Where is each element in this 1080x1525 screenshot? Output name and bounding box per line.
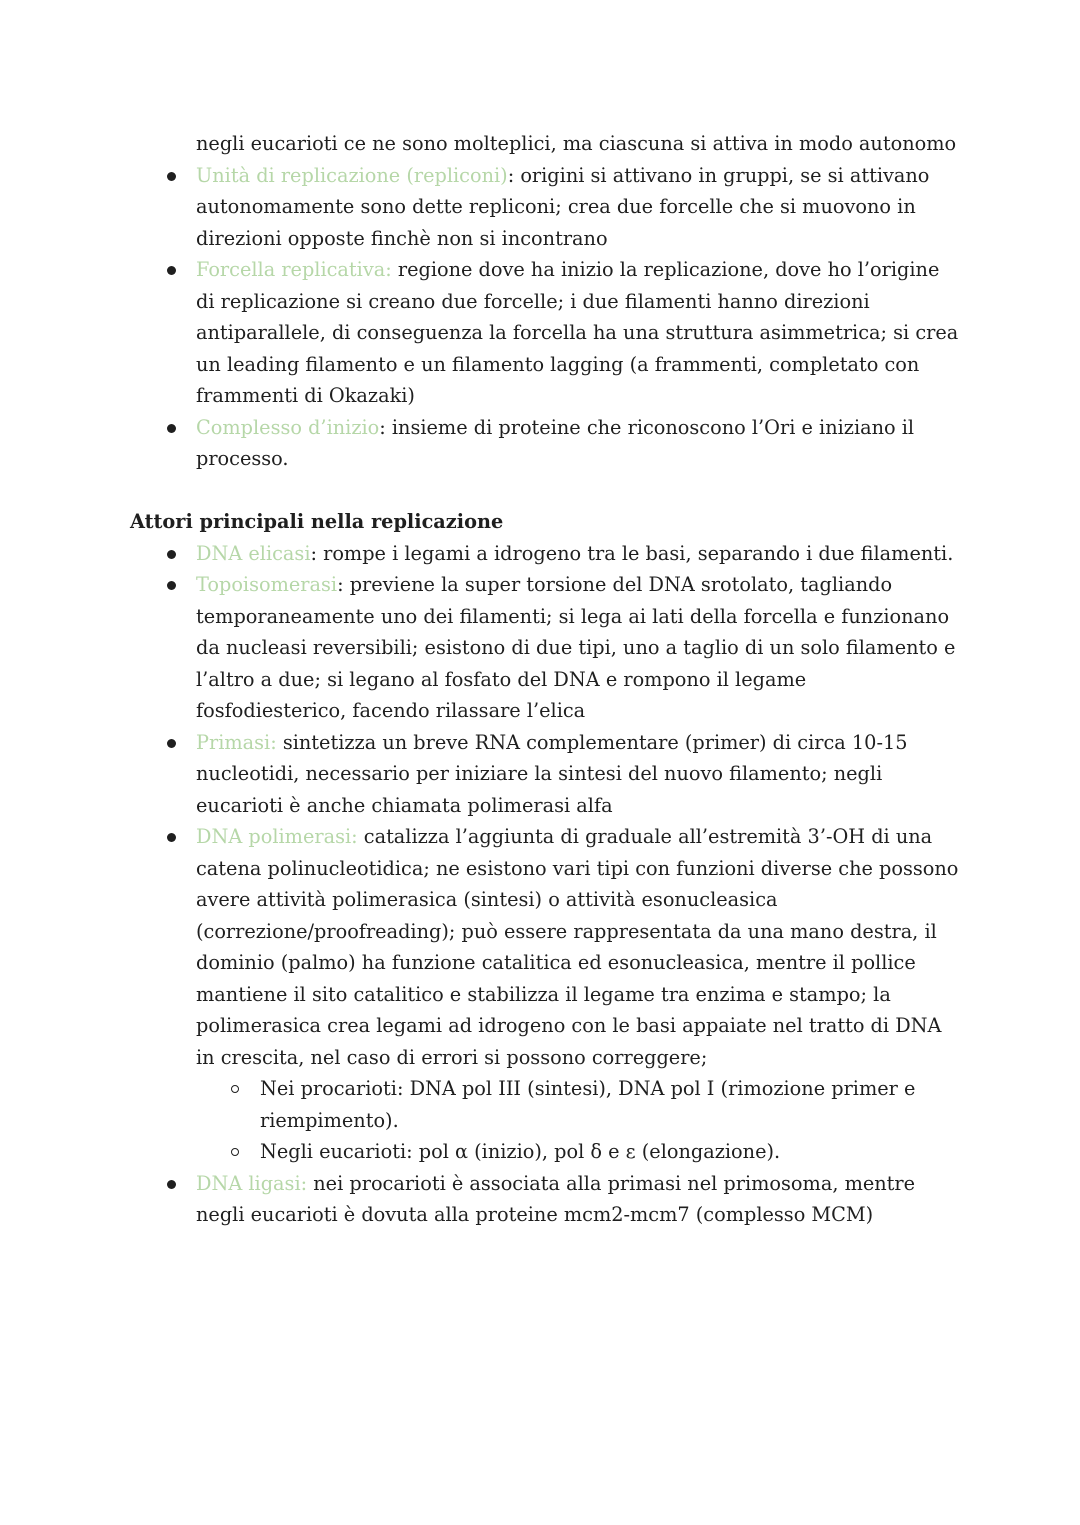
term: Topoisomerasi: [196, 573, 338, 596]
list-item: [130, 727, 960, 822]
sublist: [130, 1073, 960, 1168]
section-heading: Attori principali nella replicazione: [130, 510, 504, 533]
term: DNA polimerasi:: [196, 825, 358, 848]
definition: nei procarioti è associata alla primasi nel primosoma, mentre negli eucarioti è dovuta alla proteine mcm2-mcm7 (complesso MCM): [196, 1171, 916, 1226]
term: Unità di replicazione (repliconi): [196, 163, 508, 187]
definition: : origini si attivano in gruppi, se si attivano autonomamente sono dette repliconi; crea due forcelle che si muovono in direzioni opposte finchè non si incontrano: [196, 163, 930, 250]
list-item: [130, 569, 960, 727]
sublist-item: Nei procarioti: DNA pol III (sintesi), DNA pol I (rimozione primer e riempimento).: [130, 1073, 960, 1136]
definition: regione dove ha inizio la replicazione, dove ho l’origine di replicazione si creano due forcelle; i due filamenti hanno direzioni antiparallele, di conseguenza la forcella ha una struttura asimmetrica; si crea un leading filamento e un filamento lagging (a frammenti, completato con frammenti di Okazaki): [196, 258, 959, 407]
section1-list: [130, 160, 960, 475]
definition: : previene la super torsione del DNA srotolato, tagliando temporaneamente uno dei filamenti; si lega ai lati della forcella e funzionano da nucleasi reversibili; esistono di due tipi, uno a taglio di un solo filamento e l’altro a due; si legano al fosfato del DNA e rompono il legame fosfodiesterico, facendo rilassare l’elica: [196, 573, 956, 722]
section2-list-cont: [130, 1168, 960, 1231]
section2-list: [130, 538, 960, 1074]
definition: catalizza l’aggiunta di graduale all’estremità 3’-OH di una catena polinucleotidica; ne esistono vari tipi con funzioni diverse che possono avere attività polimerasica (sintesi) o attività esonucleasica (correzione/proofreading); può essere rappresentata da una mano destra, il dominio (palmo) ha funzione catalitica ed esonucleasica, mentre il pollice mantiene il sito catalitico e stabilizza il legame tra enzima e stampo; la polimerasica crea legami ad idrogeno con le basi appaiate nel tratto di DNA in crescita, nel caso di errori si possono correggere;: [196, 825, 959, 1069]
list-item: [130, 160, 960, 255]
list-item: [130, 254, 960, 412]
list-item: [130, 412, 960, 475]
definition: sintetizza un breve RNA complementare (primer) di circa 10-15 nucleotidi, necessario per iniziare la sintesi del nuovo filamento; negli eucarioti è anche chiamata polimerasi alfa: [196, 730, 908, 817]
sublist-item: Negli eucarioti: pol α (inizio), pol δ e ε (elongazione).: [130, 1136, 960, 1168]
list-item: [130, 1168, 960, 1231]
term: Primasi:: [196, 730, 277, 754]
list-item: [130, 821, 960, 1073]
definition: : rompe i legami a idrogeno tra le basi, separando i due filamenti.: [310, 541, 954, 565]
list-item: [130, 538, 960, 570]
intro-continuation: negli eucarioti ce ne sono molteplici, ma ciascuna si attiva in modo autonomo: [196, 132, 957, 155]
term: Forcella replicativa:: [196, 258, 392, 281]
term: DNA elicasi: [196, 541, 311, 565]
term: Complesso d’inizio: [196, 415, 380, 439]
document-page: [130, 128, 960, 1231]
definition: : insieme di proteine che riconoscono l’Ori e iniziano il processo.: [196, 415, 915, 470]
term: DNA ligasi:: [196, 1171, 308, 1195]
